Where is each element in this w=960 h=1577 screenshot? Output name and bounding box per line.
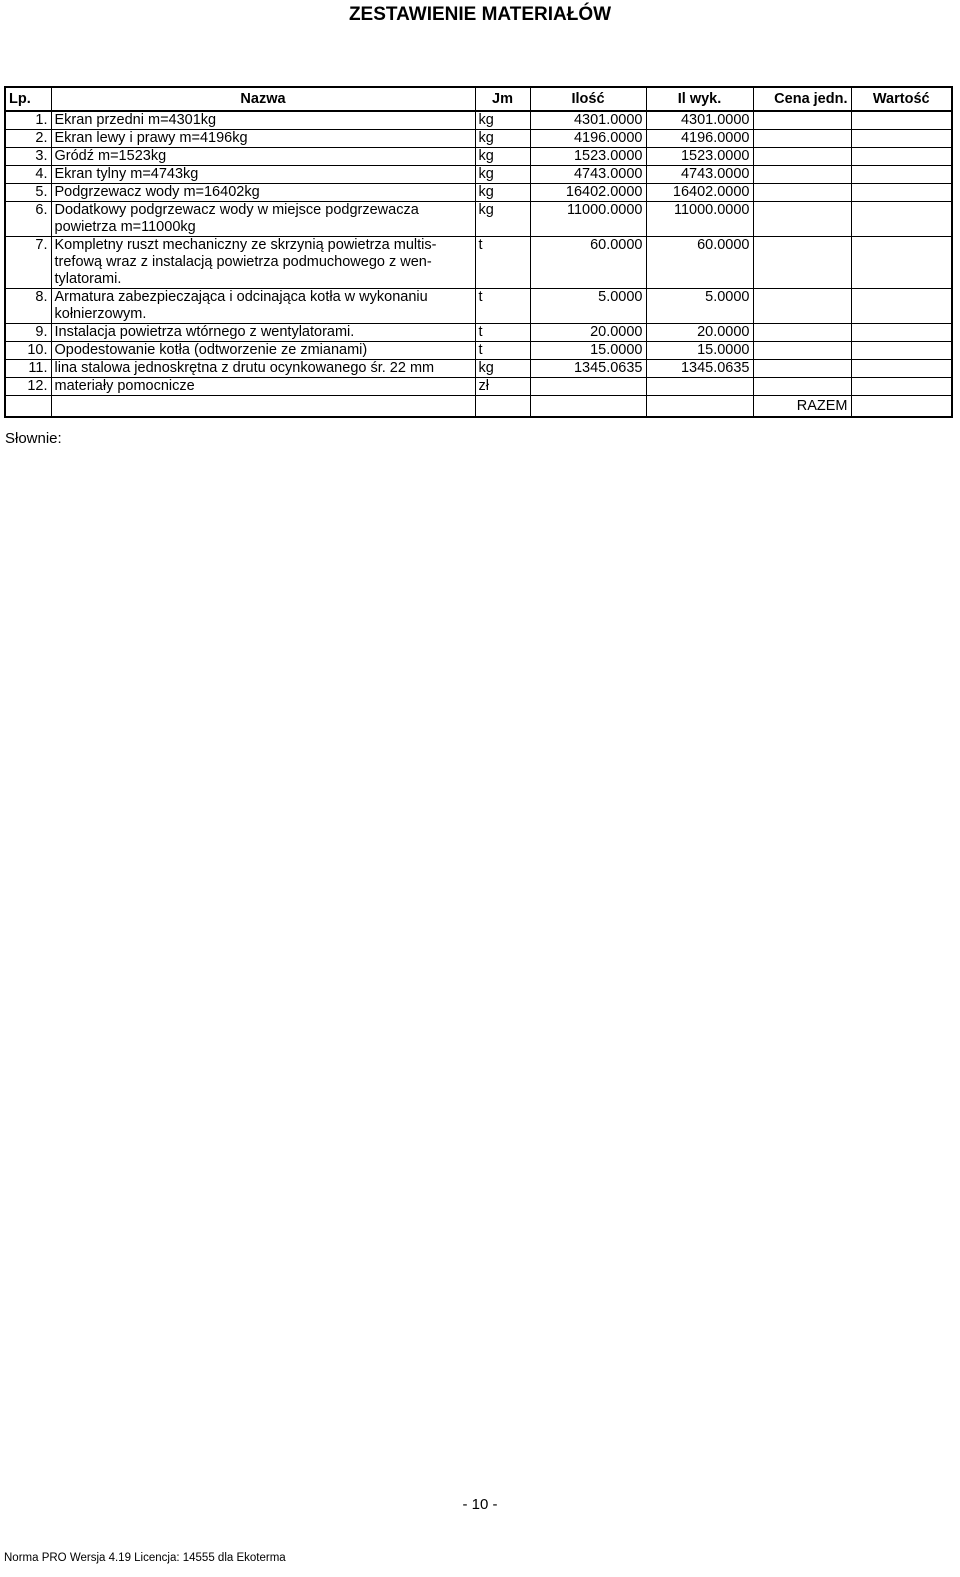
row-qty: 4301.0000: [530, 111, 646, 130]
row-qty: 16402.0000: [530, 184, 646, 202]
row-value: [851, 342, 952, 360]
row-name-line: powietrza m=11000kg: [54, 219, 196, 235]
row-left: 16402.0000: [646, 184, 753, 202]
table-header-row: [5, 87, 952, 111]
row-qty: 15.0000: [530, 342, 646, 360]
row-name: materiały pomocnicze: [51, 378, 475, 396]
table-row: [5, 130, 952, 148]
row-left: 60.0000: [646, 237, 753, 289]
row-jm: kg: [475, 166, 530, 184]
row-lp: 9.: [5, 324, 51, 342]
row-lp: 4.: [5, 166, 51, 184]
page-number: - 10 -: [462, 1496, 498, 1513]
row-value: [851, 184, 952, 202]
row-name: Instalacja powietrza wtórnego z wentylatorami.: [51, 324, 475, 342]
row-name: Ekran przedni m=4301kg: [51, 111, 475, 130]
table-row: [5, 148, 952, 166]
row-name: [51, 202, 475, 237]
row-qty: 11000.0000: [530, 202, 646, 237]
row-qty: [530, 378, 646, 396]
row-jm: kg: [475, 184, 530, 202]
table-row: [5, 360, 952, 378]
row-jm: kg: [475, 111, 530, 130]
row-left: 5.0000: [646, 289, 753, 324]
row-lp: 2.: [5, 130, 51, 148]
row-name-line: Armatura zabezpieczająca i odcinająca kotła w wykonaniu: [54, 289, 428, 305]
table-row: [5, 237, 952, 289]
row-left: 20.0000: [646, 324, 753, 342]
header-value: Wartość: [851, 87, 952, 111]
table-row: [5, 342, 952, 360]
slownie-label: Słownie:: [5, 430, 62, 447]
row-name: Gródź m=1523kg: [51, 148, 475, 166]
row-name: [51, 289, 475, 324]
row-value: [851, 378, 952, 396]
table-row: [5, 378, 952, 396]
row-value: [851, 202, 952, 237]
row-name: Ekran tylny m=4743kg: [51, 166, 475, 184]
row-qty: 1523.0000: [530, 148, 646, 166]
total-label: RAZEM: [753, 396, 851, 418]
row-qty: 20.0000: [530, 324, 646, 342]
row-price: [753, 378, 851, 396]
row-name-line: tylatorami.: [54, 271, 122, 287]
row-price: [753, 184, 851, 202]
row-price: [753, 360, 851, 378]
row-value: [851, 360, 952, 378]
row-lp: 1.: [5, 111, 51, 130]
row-jm: t: [475, 342, 530, 360]
row-price: [753, 130, 851, 148]
row-qty: 5.0000: [530, 289, 646, 324]
header-left: Il wyk.: [646, 87, 753, 111]
row-jm: t: [475, 237, 530, 289]
header-name: Nazwa: [51, 87, 475, 111]
row-lp: 12.: [5, 378, 51, 396]
row-value: [851, 237, 952, 289]
row-lp: 10.: [5, 342, 51, 360]
row-price: [753, 166, 851, 184]
row-jm: kg: [475, 130, 530, 148]
row-price: [753, 202, 851, 237]
total-row: [5, 396, 952, 418]
row-qty: 4743.0000: [530, 166, 646, 184]
table-row: [5, 111, 952, 130]
row-jm: t: [475, 324, 530, 342]
row-price: [753, 342, 851, 360]
row-name-line: kołnierzowym.: [54, 306, 147, 322]
table-row: [5, 202, 952, 237]
row-left: 11000.0000: [646, 202, 753, 237]
row-name-line: Kompletny ruszt mechaniczny ze skrzynią powietrza multis-: [54, 237, 437, 253]
row-left: 15.0000: [646, 342, 753, 360]
row-lp: 3.: [5, 148, 51, 166]
row-name: Podgrzewacz wody m=16402kg: [51, 184, 475, 202]
row-price: [753, 289, 851, 324]
row-name-line: Dodatkowy podgrzewacz wody w miejsce podgrzewacza: [54, 202, 419, 218]
row-value: [851, 148, 952, 166]
row-price: [753, 148, 851, 166]
row-qty: 4196.0000: [530, 130, 646, 148]
row-jm: kg: [475, 202, 530, 237]
header-lp: Lp.: [5, 87, 51, 111]
materials-table: [4, 86, 953, 418]
row-left: [646, 378, 753, 396]
row-lp: 8.: [5, 289, 51, 324]
row-name: Ekran lewy i prawy m=4196kg: [51, 130, 475, 148]
row-name: lina stalowa jednoskrętna z drutu ocynkowanego śr. 22 mm: [51, 360, 475, 378]
row-value: [851, 166, 952, 184]
row-left: 1523.0000: [646, 148, 753, 166]
row-left: 1345.0635: [646, 360, 753, 378]
row-name: Opodestowanie kotła (odtworzenie ze zmianami): [51, 342, 475, 360]
row-jm: t: [475, 289, 530, 324]
table-body: [5, 111, 952, 396]
row-lp: 6.: [5, 202, 51, 237]
row-value: [851, 289, 952, 324]
page-title: ZESTAWIENIE MATERIAŁÓW: [348, 4, 612, 25]
row-name-line: trefową wraz z instalacją powietrza podmuchowego z wen-: [54, 254, 432, 270]
table-row: [5, 324, 952, 342]
table-row: [5, 289, 952, 324]
row-price: [753, 111, 851, 130]
row-value: [851, 324, 952, 342]
row-left: 4196.0000: [646, 130, 753, 148]
row-name: [51, 237, 475, 289]
row-lp: 7.: [5, 237, 51, 289]
header-price: Cena jedn.: [753, 87, 851, 111]
row-jm: kg: [475, 360, 530, 378]
header-qty: Ilość: [530, 87, 646, 111]
row-lp: 5.: [5, 184, 51, 202]
row-qty: 1345.0635: [530, 360, 646, 378]
row-lp: 11.: [5, 360, 51, 378]
row-price: [753, 324, 851, 342]
row-value: [851, 130, 952, 148]
table-row: [5, 166, 952, 184]
row-price: [753, 237, 851, 289]
total-value: [851, 396, 952, 418]
row-value: [851, 111, 952, 130]
row-jm: zł: [475, 378, 530, 396]
table-row: [5, 184, 952, 202]
row-left: 4301.0000: [646, 111, 753, 130]
footer-note: Norma PRO Wersja 4.19 Licencja: 14555 dla Ekoterma: [4, 1552, 286, 1564]
row-jm: kg: [475, 148, 530, 166]
row-left: 4743.0000: [646, 166, 753, 184]
header-jm: Jm: [475, 87, 530, 111]
row-qty: 60.0000: [530, 237, 646, 289]
